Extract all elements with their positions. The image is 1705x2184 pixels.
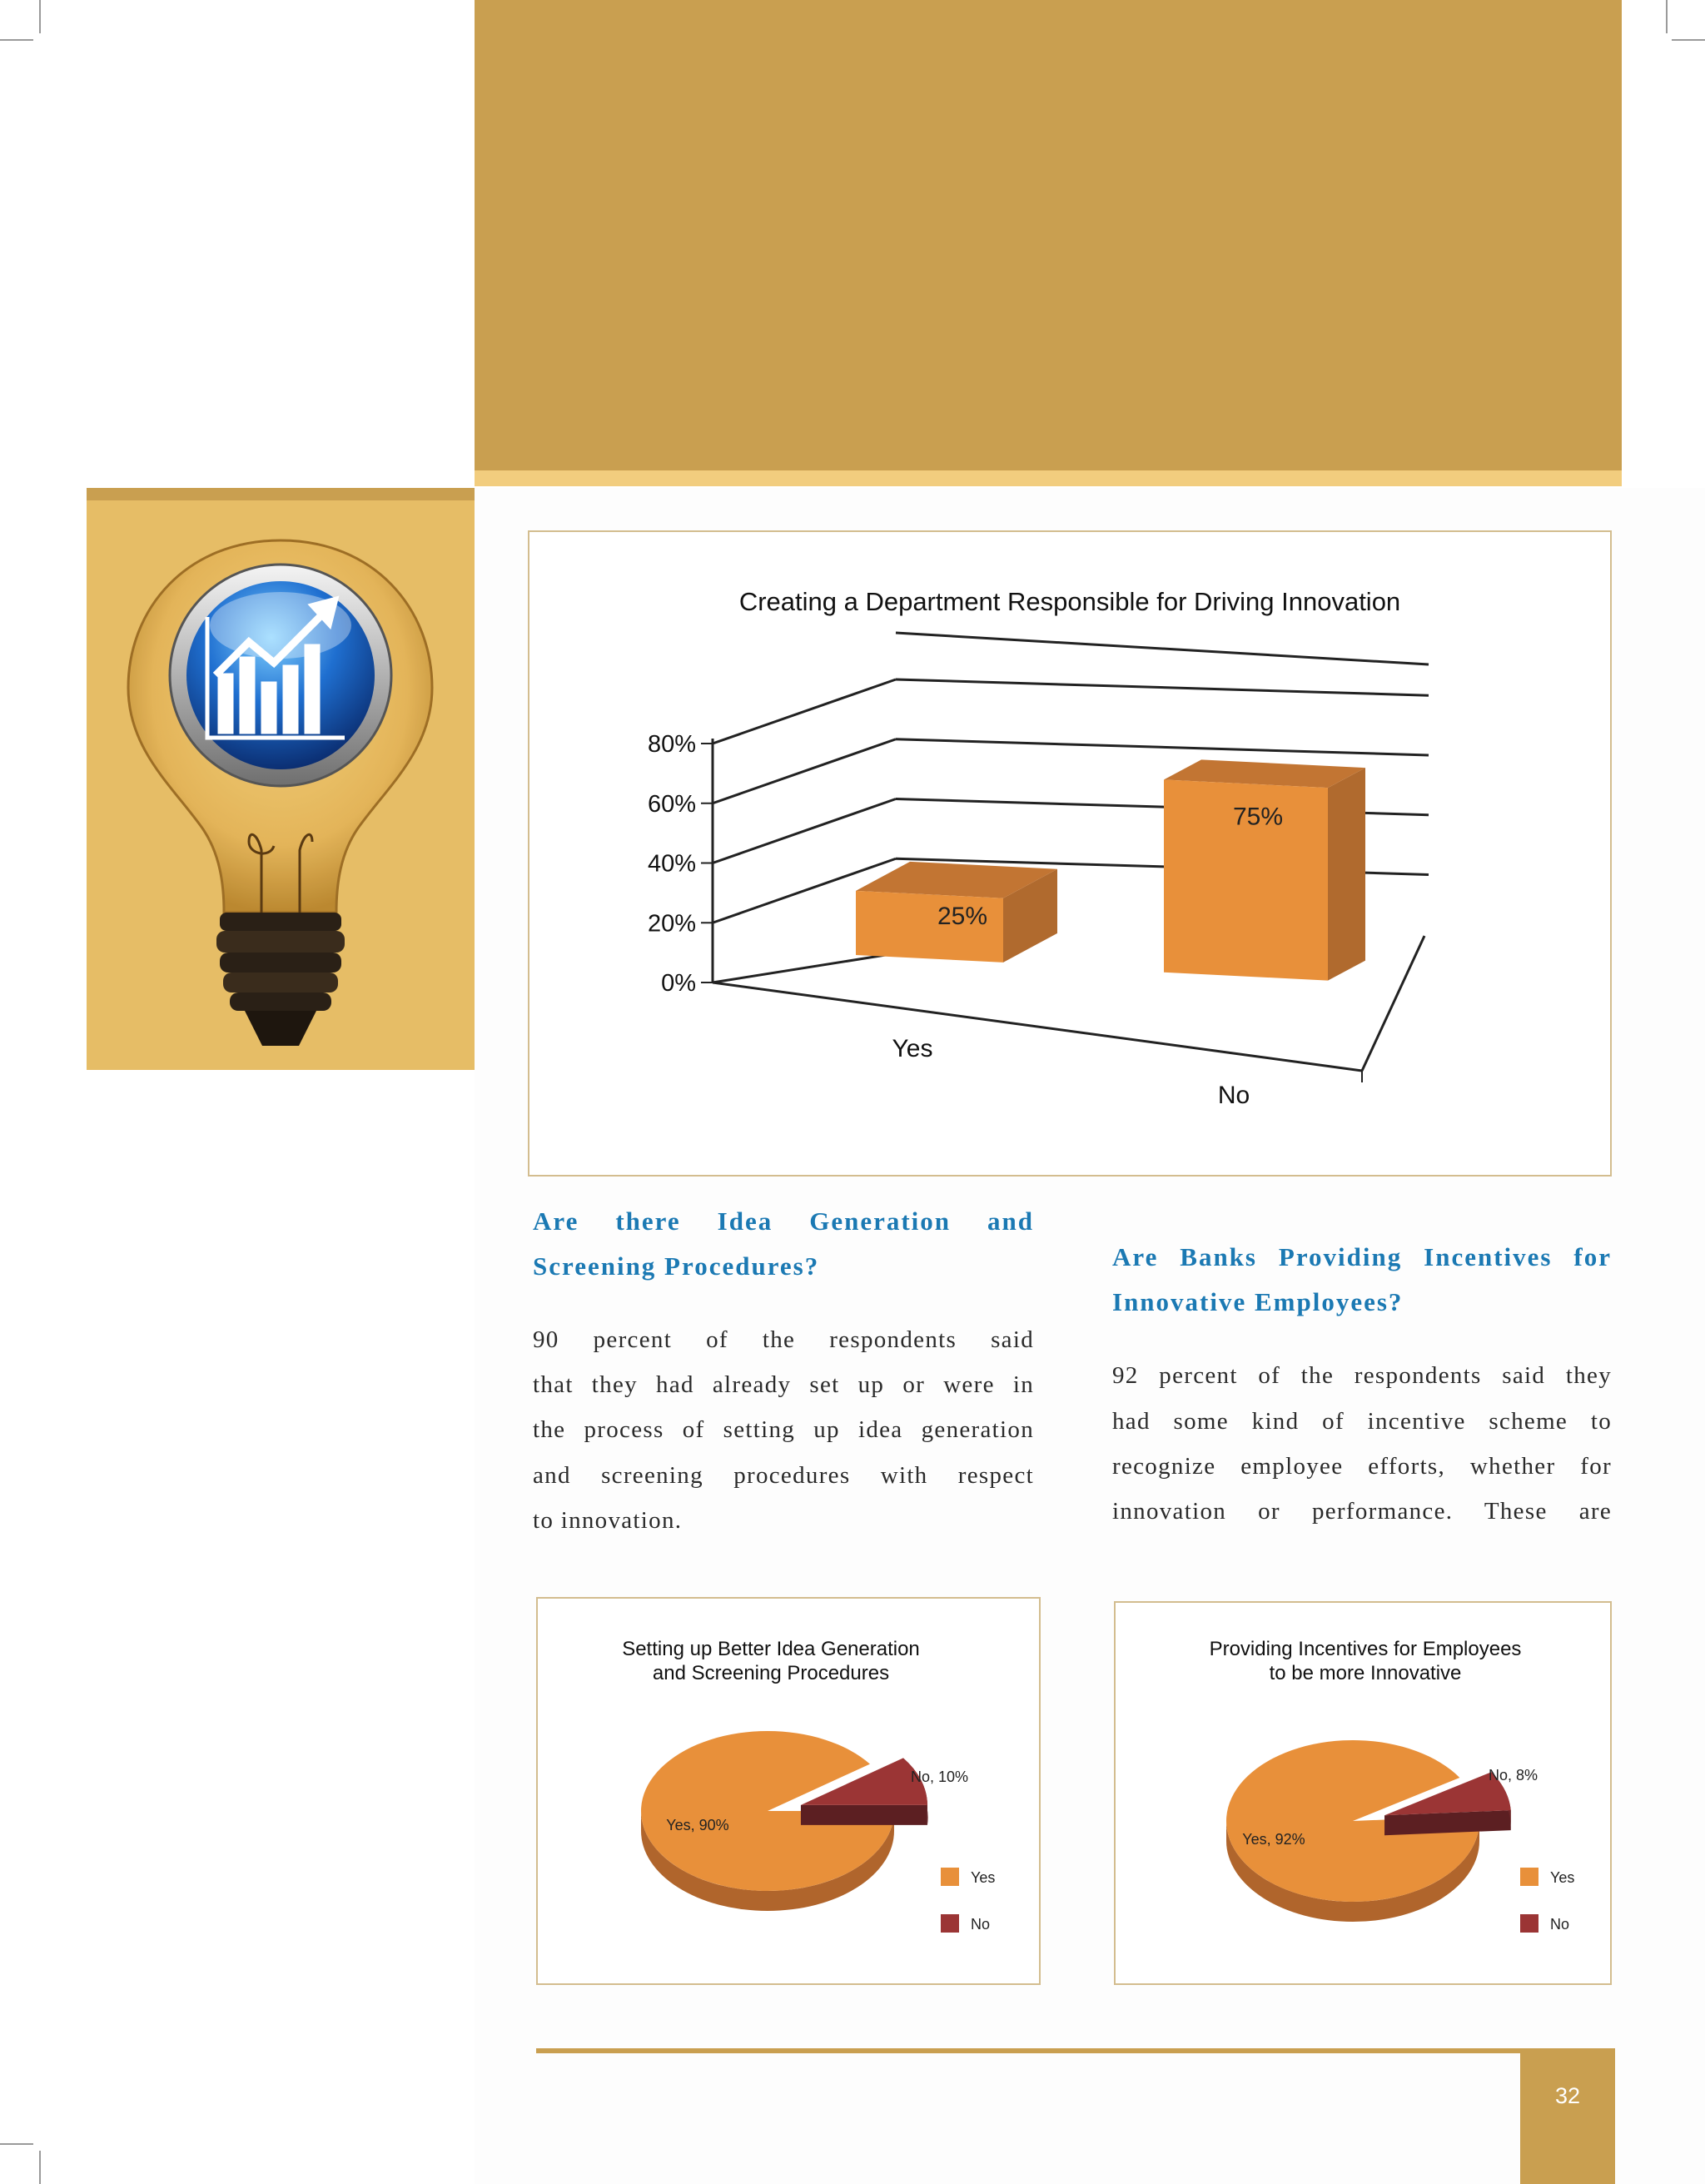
bar-side [1328, 768, 1365, 980]
side-gold-band [87, 488, 475, 500]
crop-mark [1666, 0, 1668, 33]
bar-data-label: 25% [937, 902, 988, 930]
crop-mark [0, 2143, 33, 2145]
x-category-label: No [1217, 1082, 1250, 1109]
crop-mark [1672, 39, 1705, 41]
page-number: 32 [1554, 2083, 1581, 2108]
right-body-line: had some kind of incentive scheme to [1112, 1408, 1612, 1435]
left-body-line: that they had already set up or were in [533, 1371, 1034, 1398]
bar-chart [529, 532, 1610, 1175]
pie-left-title-line1: Setting up Better Idea Generation [622, 1638, 920, 1660]
bar-chart-title: Creating a Department Responsible for Driving Innovation [738, 587, 1401, 616]
legend-label: No [1550, 1916, 1570, 1933]
bar-data-label: 75% [1232, 803, 1284, 831]
right-heading-line1: Are Banks Providing Incentives for [1112, 1242, 1612, 1271]
pie-chart-left [538, 1599, 1039, 1983]
left-body-line: 90 percent of the respondents said [533, 1326, 1034, 1353]
pie-chart-right [1116, 1603, 1610, 1983]
y-tick-label: 40% [647, 850, 696, 878]
left-heading-line1: Are there Idea Generation and [533, 1206, 1034, 1236]
x-axis [713, 983, 1362, 1071]
left-body-line: the process of setting up idea generation [533, 1416, 1034, 1443]
pie-data-label: No, 8% [1489, 1767, 1538, 1784]
y-tick-label: 0% [661, 970, 696, 997]
header-gold-block [475, 0, 1622, 470]
gridline [713, 679, 896, 744]
gridline [896, 679, 1429, 695]
right-body-line: innovation or performance. These are [1112, 1498, 1612, 1525]
pie-left-title-line2: and Screening Procedures [652, 1662, 890, 1684]
right-heading-line2: Innovative Employees? [1112, 1287, 1404, 1316]
y-tick-label: 20% [647, 910, 696, 938]
pie-data-label: Yes, 92% [1242, 1831, 1305, 1848]
lightbulb-image [87, 500, 475, 1070]
floor-edge [1362, 936, 1424, 1071]
legend-swatch-yes [1520, 1868, 1538, 1886]
left-body-line: and screening procedures with respect [533, 1462, 1034, 1489]
legend-label: Yes [1550, 1869, 1575, 1886]
legend-swatch-no [1520, 1914, 1538, 1933]
x-category-label: Yes [892, 1035, 933, 1062]
crop-mark [0, 39, 33, 41]
left-body-line: to innovation. [533, 1507, 683, 1534]
floor-edge [713, 953, 896, 983]
right-body-line: recognize employee efforts, whether for [1112, 1453, 1612, 1480]
pie-right-title-line1: Providing Incentives for Employees [1209, 1638, 1522, 1660]
y-tick-label: 80% [647, 731, 696, 758]
legend-swatch-no [941, 1914, 959, 1933]
legend-label: Yes [971, 1869, 996, 1886]
bar-chart-frame [528, 530, 1612, 1177]
legend-swatch-yes [941, 1868, 959, 1886]
right-body-line: 92 percent of the respondents said they [1112, 1362, 1612, 1389]
gridline [896, 739, 1429, 755]
pie-data-label: Yes, 90% [666, 1817, 729, 1833]
crop-mark [39, 2151, 41, 2184]
crop-mark [39, 0, 41, 33]
footer-rule [536, 2048, 1613, 2053]
pie-chart-right-frame [1114, 1601, 1612, 1985]
gridline [713, 799, 896, 863]
pie-slice-side [801, 1805, 927, 1825]
legend-label: No [971, 1916, 991, 1933]
pie-right-title-line2: to be more Innovative [1269, 1662, 1462, 1684]
page-number-box [1520, 2048, 1615, 2184]
header-gold-stripe [475, 470, 1622, 486]
pie-chart-left-frame [536, 1597, 1041, 1985]
gridline [896, 633, 1429, 664]
y-tick-label: 60% [647, 790, 696, 818]
gridline [713, 739, 896, 803]
lightbulb-icon [87, 500, 475, 1070]
left-heading-line2: Screening Procedures? [533, 1251, 820, 1281]
pie-data-label: No, 10% [911, 1769, 969, 1785]
